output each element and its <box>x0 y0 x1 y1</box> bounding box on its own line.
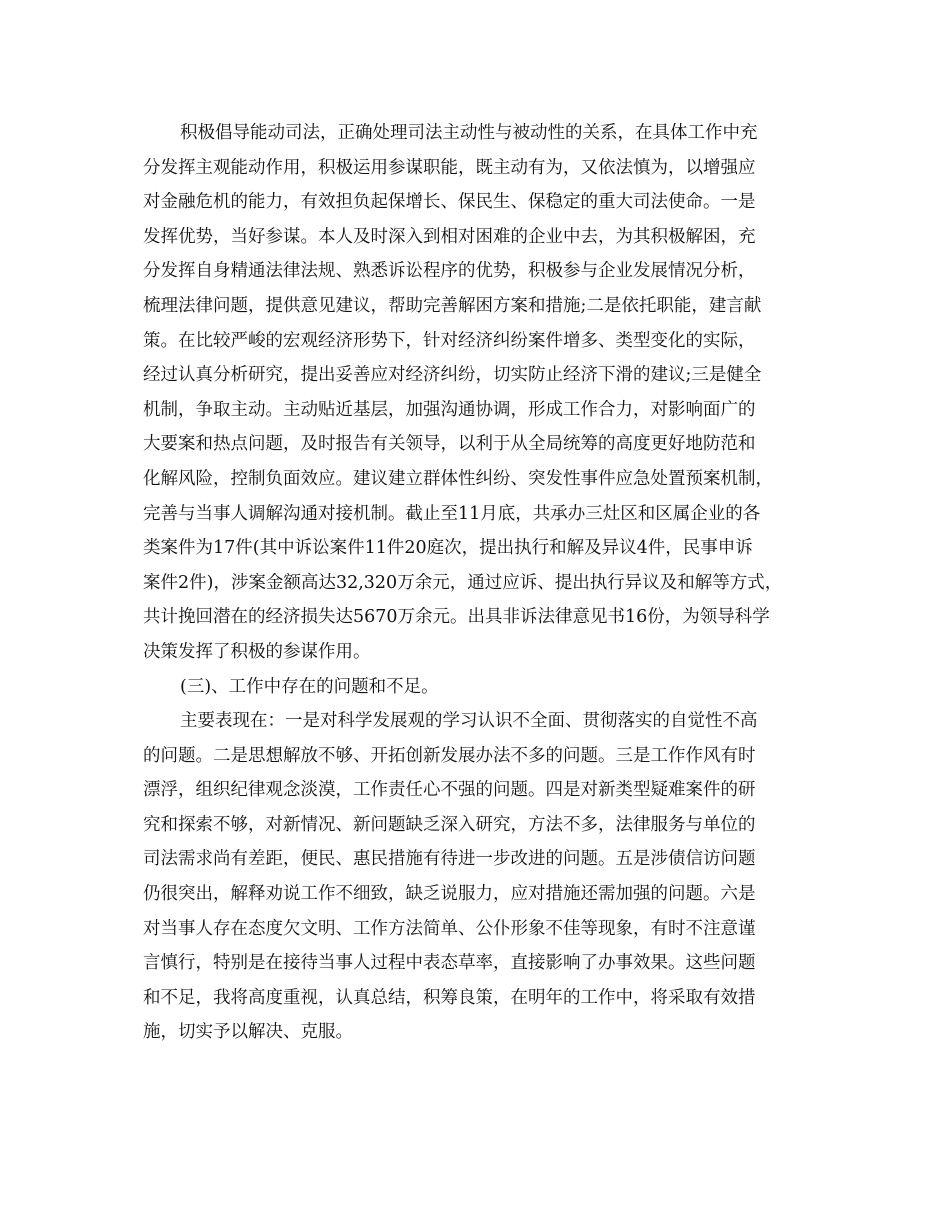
paragraph-line: 决策发挥了积极的参谋作用。 <box>143 641 371 662</box>
paragraph-line: 经过认真分析研究，提出妥善应对经济纠纷，切实防止经济下滑的建议;三是健全 <box>143 365 762 386</box>
section-heading: (三)、工作中存在的问题和不足。 <box>180 676 439 697</box>
paragraph-line: 策。在比较严峻的宏观经济形势下，针对经济纠纷案件增多、类型变化的实际， <box>143 330 756 351</box>
paragraph-line: 积极倡导能动司法，正确处理司法主动性与被动性的关系，在具体工作中充 <box>180 123 758 143</box>
paragraph-line: 对当事人存在态度欠文明、工作方法简单、公仆形象不佳等现象，有时不注意谨 <box>143 918 756 939</box>
paragraph-line: 案件2件)，涉案金额高达32,320万余元，通过应诉、提出执行异议及和解等方式， <box>143 572 783 593</box>
paragraph-line: 梳理法律问题，提供意见建议，帮助完善解困方案和措施;二是依托职能，建言献 <box>143 295 762 316</box>
paragraph-line: 的问题。二是思想解放不够、开拓创新发展办法不多的问题。三是工作作风有时 <box>143 745 756 766</box>
paragraph-line: 类案件为17件(其中诉讼案件11件20庭次，提出执行和解及异议4件，民事申诉 <box>143 538 753 559</box>
paragraph-line: 仍很突出，解释劝说工作不细致，缺乏说服力，应对措施还需加强的问题。六是 <box>143 884 756 905</box>
paragraph-line: 施，切实予以解决、克服。 <box>143 1022 353 1043</box>
paragraph-line: 化解风险，控制负面效应。建议建立群体性纠纷、突发性事件应急处置预案机制， <box>143 468 773 489</box>
paragraph-line: 共计挽回潜在的经济损失达5670万余元。出具非诉法律意见书16份，为领导科学 <box>143 607 770 628</box>
paragraph-line: 究和探索不够，对新情况、新问题缺乏深入研究，方法不多，法律服务与单位的 <box>143 814 756 835</box>
paragraph-line: 漂浮，组织纪律观念淡漠，工作责任心不强的问题。四是对新类型疑难案件的研 <box>143 780 756 801</box>
paragraph-line: 对金融危机的能力，有效担负起保增长、保民生、保稳定的重大司法使命。一是 <box>143 192 756 213</box>
paragraph-line: 机制，争取主动。主动贴近基层，加强沟通协调，形成工作合力，对影响面广的 <box>143 399 756 420</box>
paragraph-line: 完善与当事人调解沟通对接机制。截止至11月底，共承办三灶区和区属企业的各 <box>143 503 761 524</box>
paragraph-line: 司法需求尚有差距，便民、惠民措施有待进一步改进的问题。五是涉债信访问题 <box>143 849 756 870</box>
paragraph-line: 分发挥主观能动作用，积极运用参谋职能，既主动有为，又依法慎为，以增强应 <box>143 157 756 178</box>
paragraph-line: 言慎行，特别是在接待当事人过程中表态草率，直接影响了办事效果。这些问题 <box>143 953 756 974</box>
paragraph-line: 和不足，我将高度重视，认真总结，积筹良策，在明年的工作中，将采取有效措 <box>143 987 756 1008</box>
document-body <box>143 116 833 1050</box>
paragraph-line: 分发挥自身精通法律法规、熟悉诉讼程序的优势，积极参与企业发展情况分析， <box>143 261 756 282</box>
paragraph-line: 主要表现在：一是对科学发展观的学习认识不全面、贯彻落实的自觉性不高 <box>180 711 758 732</box>
paragraph-line: 发挥优势，当好参谋。本人及时深入到相对困难的企业中去，为其积极解困，充 <box>143 226 756 247</box>
paragraph-line: 大要案和热点问题，及时报告有关领导，以利于从全局统筹的高度更好地防范和 <box>143 434 756 455</box>
